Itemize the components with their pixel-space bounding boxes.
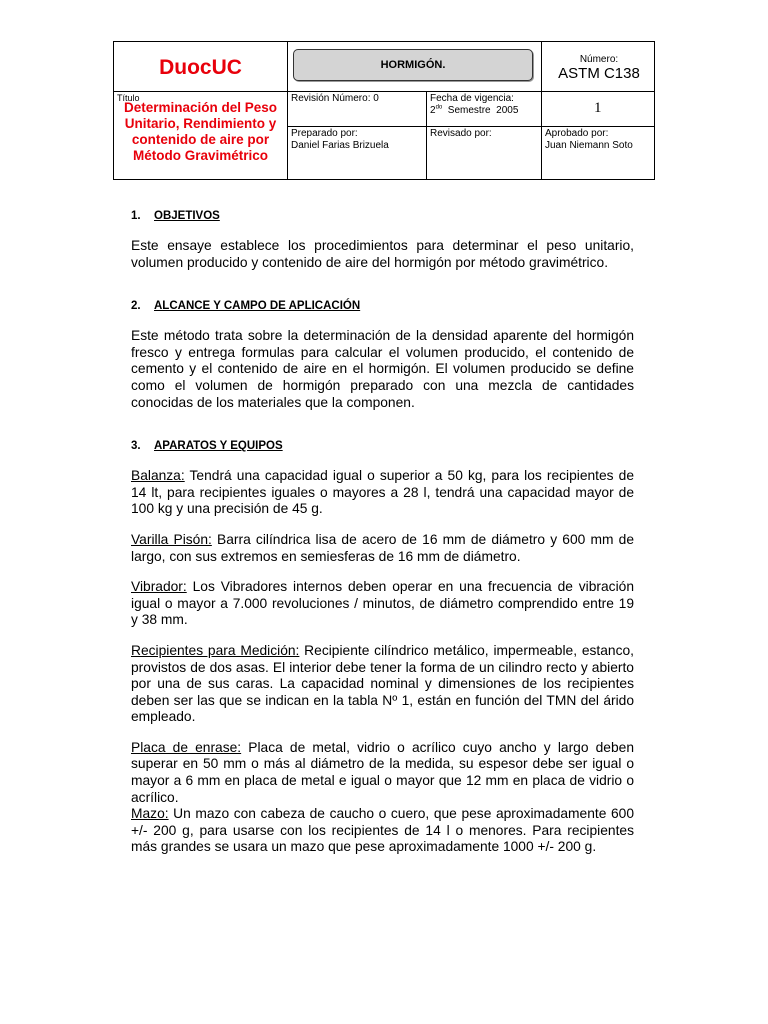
number-value: ASTM C138 <box>558 65 640 82</box>
divider <box>287 126 654 127</box>
title-line: contenido de aire por <box>131 132 270 147</box>
section-title: APARATOS Y EQUIPOS <box>154 440 283 453</box>
section-number: 3. <box>131 440 141 453</box>
logo: DuocUC <box>159 55 242 79</box>
item-text: Placa de metal, vidrio o acrílico cuyo ancho y largo deben superar en 50 mm o más al diámetro de la medida, su espesor debe ser igual o mayor a 6 mm en placa de metal e igual o mayor que 12 mm en placa de vidrio o acrílico. <box>131 739 634 805</box>
document-title <box>114 100 287 164</box>
section-title: ALCANCE Y CAMPO DE APLICACIÓN <box>154 300 361 313</box>
revision-number: Revisión Número: 0 <box>291 93 379 104</box>
fecha-num: 2 <box>430 105 436 116</box>
fecha-label: Fecha de vigencia: <box>430 93 514 104</box>
item-varilla <box>131 532 634 565</box>
section-heading <box>131 208 634 226</box>
header-table <box>113 41 655 180</box>
title-line: Determinación del Peso <box>123 100 278 115</box>
titulo-label: Título <box>117 93 140 103</box>
item-term: Placa de enrase: <box>131 739 242 755</box>
item-text: Barra cilíndrica lisa de acero de 16 mm de diámetro y 600 mm de largo, con sus extremos en semiesferas de 16 mm de diámetro. <box>131 531 634 564</box>
section-number: 2. <box>131 300 141 313</box>
item-text: Los Vibradores internos deben operar en una frecuencia de vibración igual o mayor a 7.000 revoluciones / minutos, de diámetro comprendido entre 19 y 38 mm. <box>131 579 634 628</box>
item-text: Recipiente cilíndrico metálico, impermeable, estanco, provistos de dos asas. El interior debe tener la forma de un cilindro recto y abierto por una de sus caras. La capacidad nominal y dimensiones de los recipientes deben ser las que se indican en la tabla Nº 1, están en función del TMN del árido empleado. <box>131 642 634 725</box>
doc-title: HORMIGÓN. <box>293 49 533 81</box>
item-term: Mazo: <box>131 806 169 822</box>
item-vibrador <box>131 579 634 629</box>
item-term: Varilla Pisón: <box>131 531 212 547</box>
fecha-sup: do <box>435 104 443 111</box>
item-balanza <box>131 468 634 518</box>
section-heading <box>131 438 634 456</box>
item-term: Balanza: <box>131 468 185 484</box>
item-term: Vibrador: <box>131 579 187 595</box>
page-number: 1 <box>594 100 602 116</box>
section-title: OBJETIVOS <box>154 210 220 222</box>
preparado-label: Preparado por: <box>291 128 358 139</box>
item-mazo <box>131 806 634 856</box>
preparado-name: Daniel Farias Brizuela <box>291 140 389 151</box>
divider <box>426 91 427 179</box>
divider <box>287 42 288 179</box>
section-paragraph: Este método trata sobre la determinación de la densidad aparente del hormigón fresco y entrega formulas para calcular el volumen producido, el contenido de cemento y el contenido de aire en el hormigón. El volumen producido se define como el volumen de hormigón preparado con una mezcla de cantidades conocidas de los materiales que la componen. <box>131 328 634 410</box>
item-text: Un mazo con cabeza de caucho o cuero, que pese aproximadamente 600 +/- 200 g, para usarse con los recipientes de 14 l o menores. Para recipientes más grandes se usara un mazo que pese aproximadamente 1000 +/- 200 g. <box>131 806 634 855</box>
title-line: Unitario, Rendimiento y <box>124 116 277 131</box>
aprobado-label: Aprobado por: <box>545 128 609 139</box>
revisado-label: Revisado por: <box>430 128 492 139</box>
fecha-rest: Semestre 2005 <box>442 105 519 116</box>
item-term: Recipientes para Medición: <box>131 642 300 658</box>
section-heading <box>131 298 634 316</box>
title-line: Método Gravimétrico <box>132 148 269 163</box>
document-body <box>131 208 634 856</box>
aprobado-name: Juan Niemann Soto <box>545 140 633 151</box>
section-number: 1. <box>131 210 141 222</box>
fecha-value <box>430 105 518 117</box>
item-recipientes <box>131 643 634 726</box>
number-label: Número: <box>579 54 619 65</box>
section-paragraph: Este ensaye establece los procedimientos para determinar el peso unitario, volumen producido y contenido de aire del hormigón por método gravimétrico. <box>131 238 634 270</box>
item-text: Tendrá una capacidad igual o superior a 50 kg, para los recipientes de 14 lt, para recipientes iguales o mayores a 28 l, tendrá una capacidad mayor de 100 kg y una precisión de 45 g. <box>131 468 634 517</box>
item-placa <box>131 740 634 806</box>
